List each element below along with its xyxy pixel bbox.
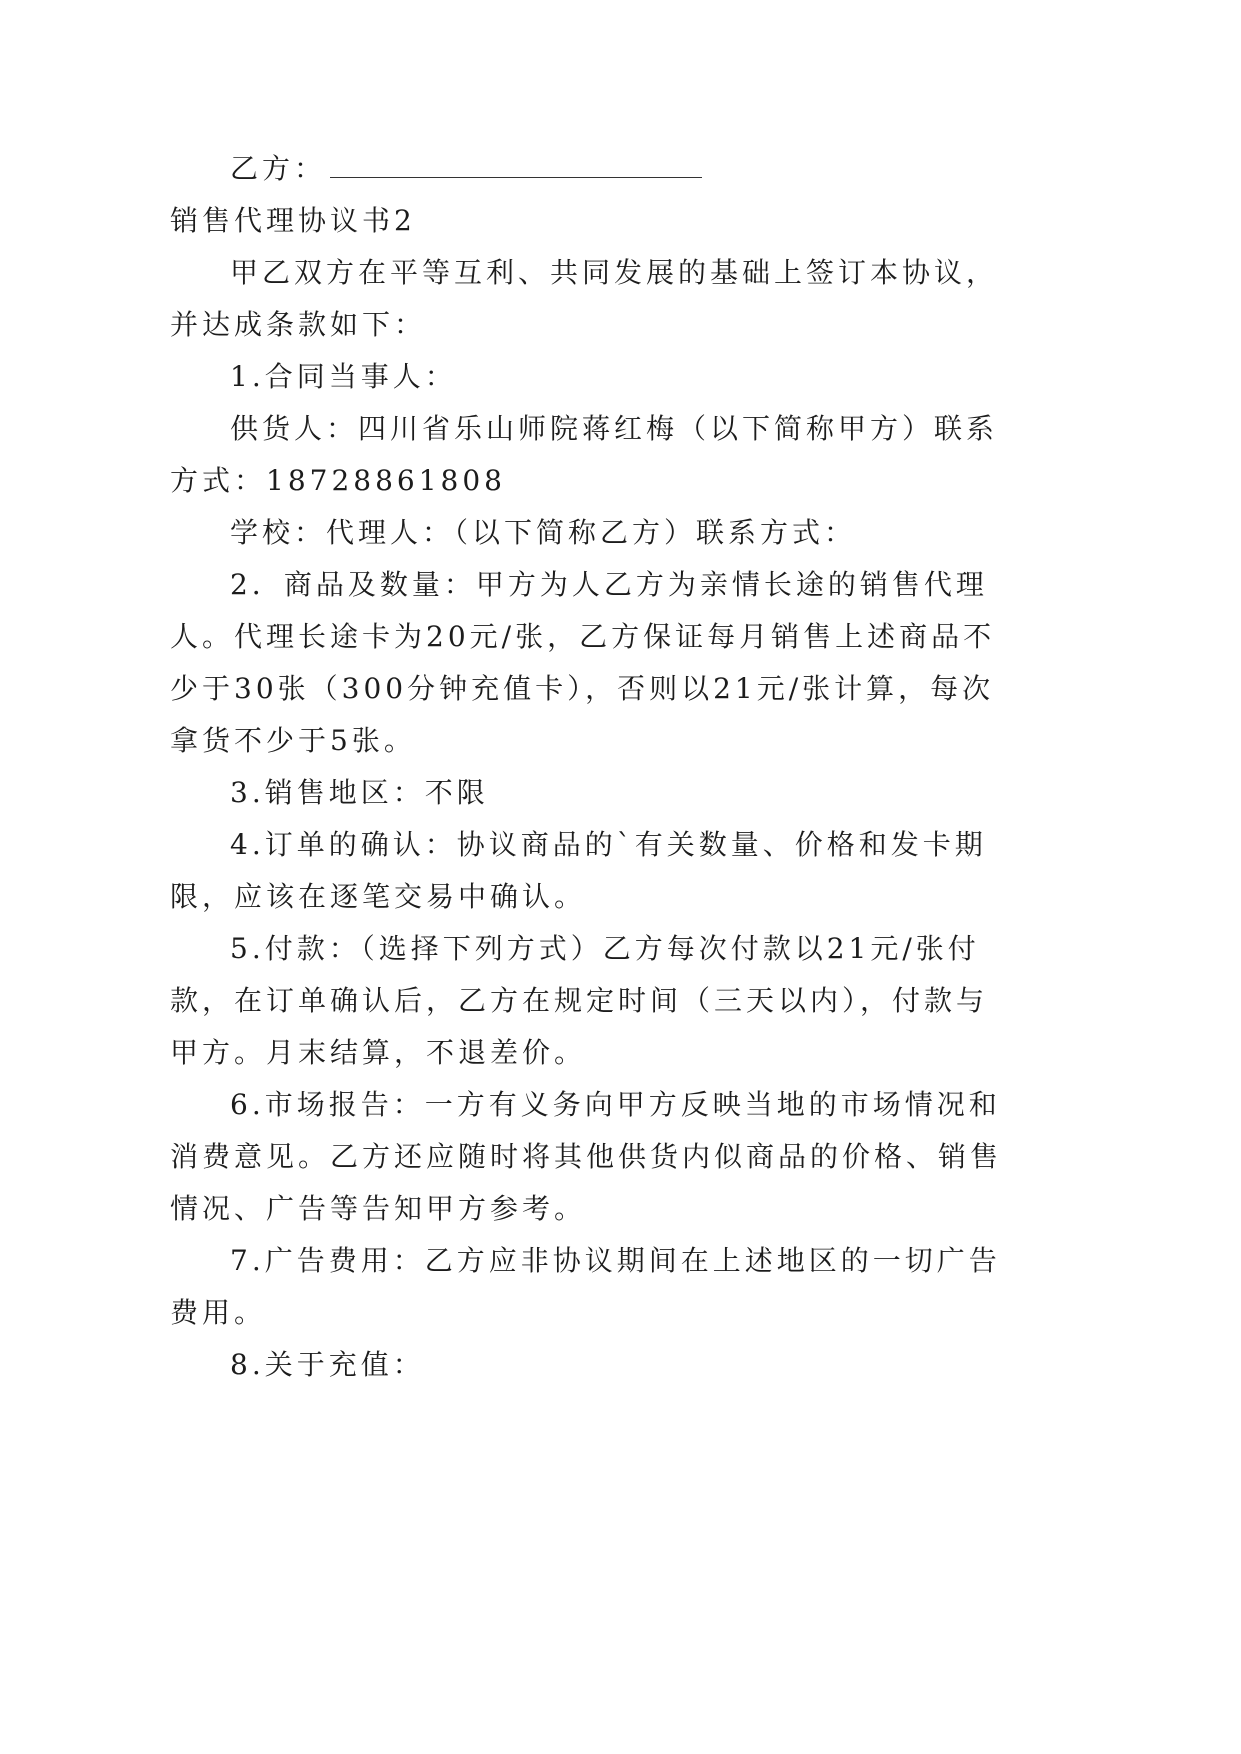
- clause-7-line-1: 7.广告费用：乙方应非协议期间在上述地区的一切广告: [230, 1244, 1001, 1277]
- clause-4-line-2: 限，应该在逐笔交易中确认。: [170, 880, 587, 913]
- intro-line-1: 甲乙双方在平等互利、共同发展的基础上签订本协议，: [230, 256, 999, 289]
- party-b-label: 乙方：: [230, 152, 327, 185]
- clause-1-agent-line: 学校：代理人：（以下简称乙方）联系方式：: [230, 516, 857, 549]
- intro-line-2: 并达成条款如下：: [170, 308, 427, 341]
- clause-2-line-2: 人。代理长途卡为20元/张，乙方保证每月销售上述商品不: [170, 620, 996, 653]
- clause-1-heading: 1.合同当事人：: [230, 360, 457, 393]
- clause-7-line-2: 费用。: [170, 1296, 267, 1329]
- clause-2-line-3: 少于30张（300分钟充值卡），否则以21元/张计算，每次: [170, 672, 995, 705]
- clause-3-line: 3.销售地区：不限: [230, 776, 489, 809]
- clause-2-line-4: 拿货不少于5张。: [170, 724, 416, 757]
- clause-5-line-1: 5.付款：（选择下列方式）乙方每次付款以21元/张付: [230, 932, 980, 965]
- clause-1-supplier-line-1: 供货人：四川省乐山师院蒋红梅（以下简称甲方）联系: [230, 412, 999, 445]
- clause-6-line-3: 情况、广告等告知甲方参考。: [170, 1192, 587, 1225]
- clause-5-line-3: 甲方。月末结算，不退差价。: [170, 1036, 587, 1069]
- party-b-signature-line: [230, 152, 702, 185]
- clause-1-supplier-line-2: 方式：18728861808: [170, 464, 506, 497]
- clause-4-line-1: 4.订单的确认：协议商品的`有关数量、价格和发卡期: [230, 828, 987, 861]
- clause-5-line-2: 款，在订单确认后，乙方在规定时间（三天以内），付款与: [170, 984, 989, 1017]
- clause-6-line-2: 消费意见。乙方还应随时将其他供货内似商品的价格、销售: [170, 1140, 1003, 1173]
- document-title: 销售代理协议书2: [170, 204, 416, 237]
- clause-8-line: 8.关于充值：: [230, 1348, 425, 1381]
- clause-2-line-1: 2．商品及数量：甲方为人乙方为亲情长途的销售代理: [230, 568, 988, 601]
- clause-6-line-1: 6.市场报告：一方有义务向甲方反映当地的市场情况和: [230, 1088, 1001, 1121]
- party-b-blank: [330, 176, 702, 178]
